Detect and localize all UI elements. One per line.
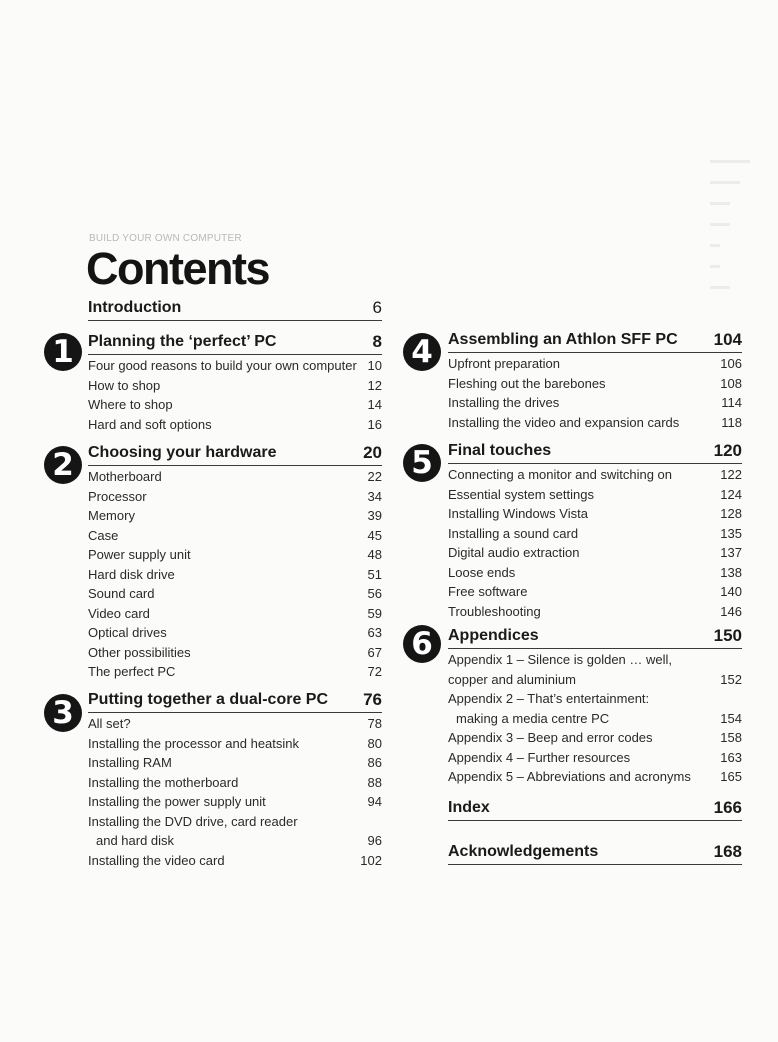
toc-entry[interactable] — [88, 714, 382, 734]
toc-entry[interactable] — [88, 792, 382, 812]
toc-entry[interactable] — [88, 623, 382, 643]
toc-entry[interactable] — [88, 376, 382, 396]
entry-label: and hard disk — [96, 833, 175, 848]
index-page: 166 — [713, 798, 742, 817]
toc-entry[interactable] — [448, 524, 742, 544]
entry-label: Troubleshooting — [448, 603, 541, 619]
entry-page: 137 — [720, 545, 742, 560]
entry-page: 124 — [720, 486, 742, 502]
toc-entry[interactable] — [88, 604, 382, 624]
entry-page: 138 — [720, 564, 742, 580]
entry-page: 86 — [367, 755, 382, 770]
entry-label: Case — [88, 527, 119, 543]
chapter-4-number-icon: 4 — [403, 333, 441, 371]
entry-page: 59 — [367, 605, 382, 621]
chapter-heading[interactable] — [88, 331, 382, 355]
entry-page: 128 — [720, 506, 742, 521]
entry-page: 48 — [367, 547, 382, 562]
entry-label: All set? — [88, 716, 131, 731]
toc-entry[interactable] — [88, 487, 382, 507]
entry-label: Where to shop — [88, 397, 173, 412]
entry-label: Hard and soft options — [88, 416, 212, 432]
toc-entry[interactable] — [448, 650, 742, 670]
toc-entry[interactable] — [88, 395, 382, 415]
entry-label: Installing a sound card — [448, 525, 579, 541]
show-through-text: ▬▬▬▬ ▬▬▬ ▬▬ ▬▬ ▬ ▬ ▬▬ — [710, 155, 750, 292]
chapter-page: 150 — [713, 626, 742, 645]
entry-page: 88 — [367, 774, 382, 790]
entry-page: 72 — [367, 664, 382, 679]
entry-label: Connecting a monitor and switching on — [448, 467, 673, 482]
chapter-1-number-icon: 1 — [44, 333, 82, 371]
entry-page: 14 — [367, 397, 382, 412]
index-label: Index — [448, 799, 490, 816]
entry-label: Motherboard — [88, 469, 162, 484]
toc-entry[interactable] — [448, 413, 742, 433]
entry-page: 135 — [720, 525, 742, 541]
entry-page: 78 — [367, 716, 382, 731]
entry-label: Loose ends — [448, 564, 516, 580]
entry-page: 22 — [367, 469, 382, 484]
entry-page: 106 — [720, 356, 742, 371]
entry-label: Appendix 2 – That’s entertainment: — [448, 691, 650, 706]
chapter-title: Choosing your hardware — [88, 444, 277, 461]
chapter-page: 8 — [372, 332, 382, 351]
entry-label: How to shop — [88, 377, 161, 393]
entry-label: Installing the DVD drive, card reader — [88, 813, 298, 829]
entry-page: 102 — [360, 852, 382, 868]
entry-page: 51 — [367, 566, 382, 582]
toc-entry-continued[interactable] — [448, 709, 742, 729]
page-title: Contents — [86, 243, 269, 294]
entry-page: 163 — [720, 749, 742, 765]
chapter-title: Planning the ‘perfect’ PC — [88, 333, 277, 350]
toc-entry[interactable] — [448, 485, 742, 505]
chapter-title: Final touches — [448, 442, 552, 459]
toc-entry[interactable] — [448, 354, 742, 374]
entry-label: Installing the processor and heatsink — [88, 735, 300, 751]
entry-label: Digital audio extraction — [448, 545, 580, 560]
entry-label: Appendix 4 – Further resources — [448, 749, 631, 765]
entry-label: Installing the video and expansion cards — [448, 414, 680, 430]
entry-label: copper and aluminium — [448, 671, 576, 687]
entry-label: Essential system settings — [448, 486, 594, 502]
entry-page: 165 — [720, 769, 742, 784]
toc-entry[interactable] — [88, 506, 382, 526]
acknowledgements-page: 168 — [713, 842, 742, 861]
toc-entry[interactable] — [88, 356, 382, 376]
entry-label: Power supply unit — [88, 547, 191, 562]
entry-page: 118 — [721, 414, 742, 430]
entry-page: 56 — [367, 586, 382, 601]
toc-entry[interactable] — [448, 563, 742, 583]
entry-page: 96 — [367, 833, 382, 848]
chapter-5 — [448, 440, 742, 621]
chapter-page: 120 — [713, 441, 742, 460]
toc-entry[interactable] — [88, 812, 382, 832]
toc-entry[interactable] — [88, 584, 382, 604]
entry-label: Installing Windows Vista — [448, 506, 588, 521]
entry-label: Installing the video card — [88, 852, 225, 868]
chapter-3 — [88, 689, 382, 870]
entry-page: 146 — [720, 603, 742, 619]
toc-entry[interactable] — [448, 465, 742, 485]
entry-label: Hard disk drive — [88, 566, 175, 582]
entry-label: Free software — [448, 584, 528, 599]
entry-label: Video card — [88, 605, 150, 621]
chapter-heading[interactable] — [88, 689, 382, 713]
entry-label: Four good reasons to build your own computer — [88, 358, 357, 373]
entry-label: Fleshing out the barebones — [448, 375, 606, 391]
entry-label: Memory — [88, 508, 135, 523]
chapter-heading[interactable] — [448, 625, 742, 649]
entry-label: Optical drives — [88, 625, 167, 640]
entry-page: 34 — [367, 488, 382, 504]
toc-entry[interactable] — [88, 526, 382, 546]
toc-entry[interactable] — [448, 602, 742, 622]
chapter-heading[interactable] — [448, 329, 742, 353]
entry-label: The perfect PC — [88, 664, 176, 679]
chapter-5-number-icon: 5 — [403, 444, 441, 482]
entry-page: 16 — [367, 416, 382, 432]
entry-label: Appendix 5 – Abbreviations and acronyms — [448, 769, 691, 784]
entry-label: Installing the power supply unit — [88, 794, 266, 809]
chapter-4 — [448, 329, 742, 432]
introduction-page: 6 — [372, 298, 382, 317]
entry-page: 158 — [720, 730, 742, 745]
toc-entry[interactable] — [88, 643, 382, 663]
entry-page: 114 — [721, 395, 742, 410]
acknowledgements-entry[interactable] — [448, 841, 742, 866]
entry-label: making a media centre PC — [456, 710, 610, 726]
chapter-page: 104 — [713, 330, 742, 349]
chapter-page: 20 — [363, 443, 382, 462]
toc-entry[interactable] — [448, 374, 742, 394]
entry-label: Other possibilities — [88, 644, 191, 660]
toc-entry[interactable] — [88, 734, 382, 754]
chapter-title: Assembling an Athlon SFF PC — [448, 331, 678, 348]
entry-label: Processor — [88, 488, 147, 504]
entry-page: 12 — [367, 377, 382, 393]
chapter-1 — [88, 331, 382, 434]
entry-page: 63 — [367, 625, 382, 640]
entry-label: Upfront preparation — [448, 356, 561, 371]
entry-label: Installing the motherboard — [88, 774, 239, 790]
entry-label: Installing the drives — [448, 395, 560, 410]
chapter-title: Appendices — [448, 627, 539, 644]
chapter-heading[interactable] — [448, 440, 742, 464]
entry-page: 67 — [367, 644, 382, 660]
toc-entry[interactable] — [88, 773, 382, 793]
acknowledgements-label: Acknowledgements — [448, 843, 599, 860]
toc-entry[interactable] — [88, 662, 382, 682]
chapter-heading[interactable] — [88, 442, 382, 466]
toc-entry[interactable] — [448, 767, 742, 787]
toc-entry-continued[interactable] — [88, 831, 382, 851]
toc-entry[interactable] — [88, 565, 382, 585]
toc-entry-continued[interactable] — [448, 670, 742, 690]
chapter-2-number-icon: 2 — [44, 446, 82, 484]
entry-page: 152 — [720, 671, 742, 687]
chapter-title: Putting together a dual-core PC — [88, 691, 329, 708]
toc-entry[interactable] — [88, 753, 382, 773]
chapter-6-number-icon: 6 — [403, 625, 441, 663]
introduction-entry[interactable] — [88, 297, 382, 322]
entry-page: 10 — [367, 358, 382, 373]
chapter-3-number-icon: 3 — [44, 694, 82, 732]
entry-page: 122 — [720, 467, 742, 482]
toc-entry[interactable] — [88, 851, 382, 871]
toc-entry[interactable] — [88, 545, 382, 565]
entry-page: 154 — [720, 710, 742, 726]
toc-entry[interactable] — [88, 415, 382, 435]
toc-entry[interactable] — [448, 689, 742, 709]
entry-page: 108 — [720, 375, 742, 391]
chapter-6 — [448, 625, 742, 787]
entry-page: 45 — [367, 527, 382, 543]
entry-label: Sound card — [88, 586, 155, 601]
entry-label: Installing RAM — [88, 755, 172, 770]
entry-page: 140 — [720, 584, 742, 599]
entry-page: 39 — [367, 508, 382, 523]
chapter-page: 76 — [363, 690, 382, 709]
toc-entry[interactable] — [448, 504, 742, 524]
page-kicker: BUILD YOUR OWN COMPUTER — [89, 233, 242, 244]
toc-entry[interactable] — [448, 393, 742, 413]
entry-label: Appendix 1 – Silence is golden … well, — [448, 652, 673, 667]
introduction-label: Introduction — [88, 299, 182, 316]
entry-page: 80 — [367, 735, 382, 751]
entry-label: Appendix 3 – Beep and error codes — [448, 730, 653, 745]
toc-entry[interactable] — [448, 728, 742, 748]
toc-entry[interactable] — [448, 543, 742, 563]
toc-entry[interactable] — [88, 467, 382, 487]
toc-entry[interactable] — [448, 748, 742, 768]
chapter-2 — [88, 442, 382, 682]
entry-page: 94 — [367, 794, 382, 809]
index-entry[interactable] — [448, 797, 742, 822]
toc-entry[interactable] — [448, 582, 742, 602]
